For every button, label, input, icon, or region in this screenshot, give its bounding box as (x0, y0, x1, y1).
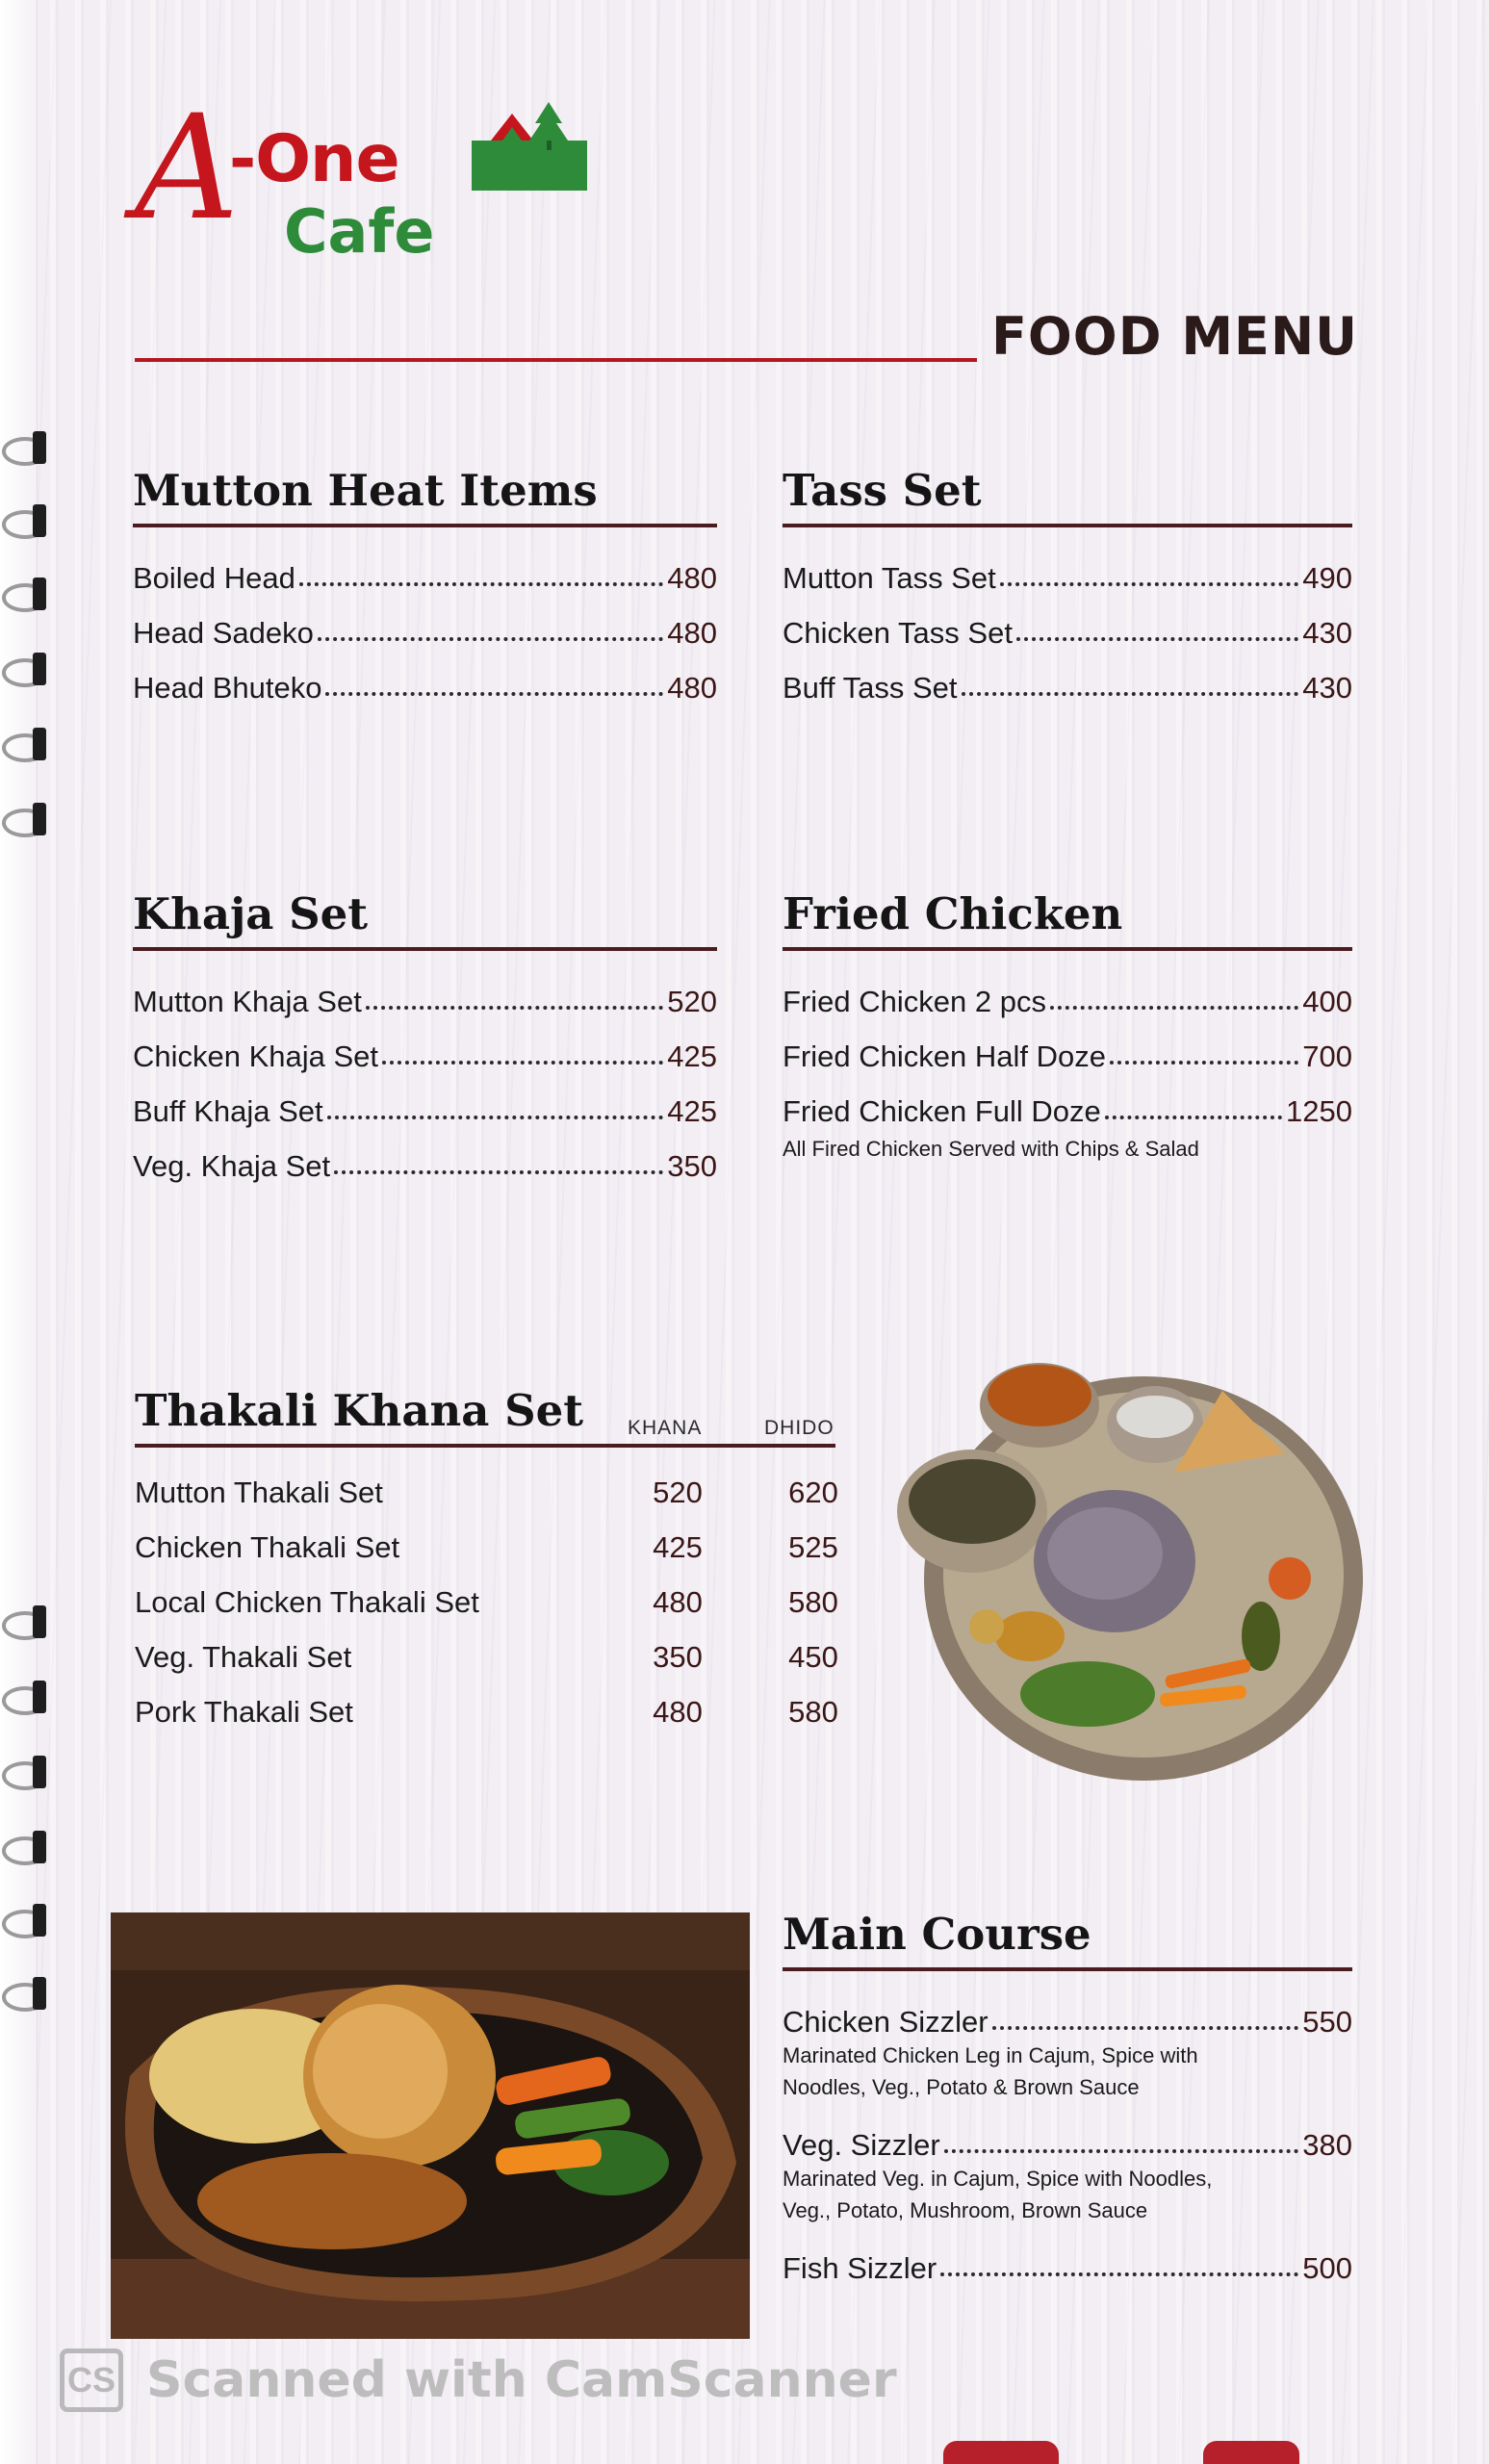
section-fried-chicken (783, 887, 1352, 1165)
menu-item: Boiled Head 480 (133, 561, 717, 595)
menu-item: Chicken Sizzler 550 (783, 2005, 1352, 2039)
item-note: Marinated Veg. in Cajum, Spice with Noodles, (783, 2167, 1213, 2191)
section-thakali (135, 1384, 847, 1735)
binder-ring (2, 1756, 54, 1788)
binder-ring (2, 1977, 54, 2010)
watermark-text: Scanned with CamScanner (146, 2351, 897, 2409)
column-header-khana: KHANA (628, 1417, 703, 1439)
section-mutton-heat (133, 464, 717, 706)
logo-tree-house-icon (472, 102, 587, 194)
section-tass-set (783, 464, 1352, 706)
menu-item: Veg. Khaja Set 350 (133, 1149, 717, 1183)
page-title: FOOD MENU (991, 306, 1358, 367)
menu-item: Mutton Tass Set 490 (783, 561, 1352, 595)
menu-item: Fish Sizzler 500 (783, 2251, 1352, 2285)
section-main-course (783, 1908, 1352, 2286)
section-rule (783, 524, 1352, 527)
thakali-plate-photo (886, 1348, 1367, 1790)
menu-item: Fried Chicken Full Doze 1250 (783, 1094, 1352, 1128)
menu-item: Mutton Khaja Set 520 (133, 985, 717, 1018)
section-title: Khaja Set (133, 888, 369, 939)
binder-ring (2, 1831, 54, 1863)
section-rule (783, 947, 1352, 951)
section-title: Tass Set (783, 465, 982, 516)
binder-ring (2, 728, 54, 760)
page-corner-mark (1203, 2441, 1299, 2464)
section-title: Fried Chicken (783, 888, 1123, 939)
camscanner-watermark (60, 2348, 897, 2412)
section-rule (783, 1967, 1352, 1971)
cafe-logo (135, 85, 587, 270)
table-row: Pork Thakali Set 480 580 (135, 1695, 838, 1729)
table-row: Local Chicken Thakali Set 480 580 (135, 1585, 838, 1619)
section-rule (135, 1444, 835, 1448)
sizzler-photo (111, 1912, 750, 2339)
binder-ring (2, 803, 54, 835)
item-note: All Fired Chicken Served with Chips & Salad (783, 1137, 1199, 1161)
menu-item: Chicken Khaja Set 425 (133, 1040, 717, 1073)
logo-one: -One (229, 121, 399, 197)
binder-ring (2, 653, 54, 685)
item-note: Noodles, Veg., Potato & Brown Sauce (783, 2075, 1140, 2099)
title-rule (135, 358, 977, 362)
camscanner-badge-icon: CS (60, 2348, 123, 2412)
binder-ring (2, 1681, 54, 1713)
column-header-dhido: DHIDO (764, 1417, 834, 1439)
section-title: Main Course (783, 1909, 1091, 1960)
binder-ring (2, 1605, 54, 1638)
binder-ring (2, 431, 54, 464)
section-rule (133, 947, 717, 951)
binder-ring (2, 504, 54, 537)
page-corner-mark (943, 2441, 1059, 2464)
table-row: Veg. Thakali Set 350 450 (135, 1640, 838, 1674)
section-khaja-set (133, 887, 717, 1184)
menu-item: Head Sadeko 480 (133, 616, 717, 650)
binder-ring (2, 578, 54, 610)
menu-item: Buff Khaja Set 425 (133, 1094, 717, 1128)
menu-item: Fried Chicken 2 pcs 400 (783, 985, 1352, 1018)
menu-item: Fried Chicken Half Doze 700 (783, 1040, 1352, 1073)
logo-cafe-text: Cafe (284, 196, 435, 267)
section-title: Thakali Khana Set (135, 1385, 583, 1436)
section-rule (133, 524, 717, 527)
binder-edge (0, 0, 38, 2464)
table-row: Mutton Thakali Set 520 620 (135, 1476, 838, 1509)
binder-ring (2, 1904, 54, 1937)
table-row: Chicken Thakali Set 425 525 (135, 1530, 838, 1564)
menu-item: Veg. Sizzler 380 (783, 2128, 1352, 2162)
menu-item: Buff Tass Set 430 (783, 671, 1352, 705)
logo-a-letter: A (135, 85, 240, 252)
item-note: Veg., Potato, Mushroom, Brown Sauce (783, 2198, 1148, 2222)
menu-item: Chicken Tass Set 430 (783, 616, 1352, 650)
menu-item: Head Bhuteko 480 (133, 671, 717, 705)
section-title: Mutton Heat Items (133, 465, 598, 516)
item-note: Marinated Chicken Leg in Cajum, Spice with (783, 2043, 1198, 2067)
